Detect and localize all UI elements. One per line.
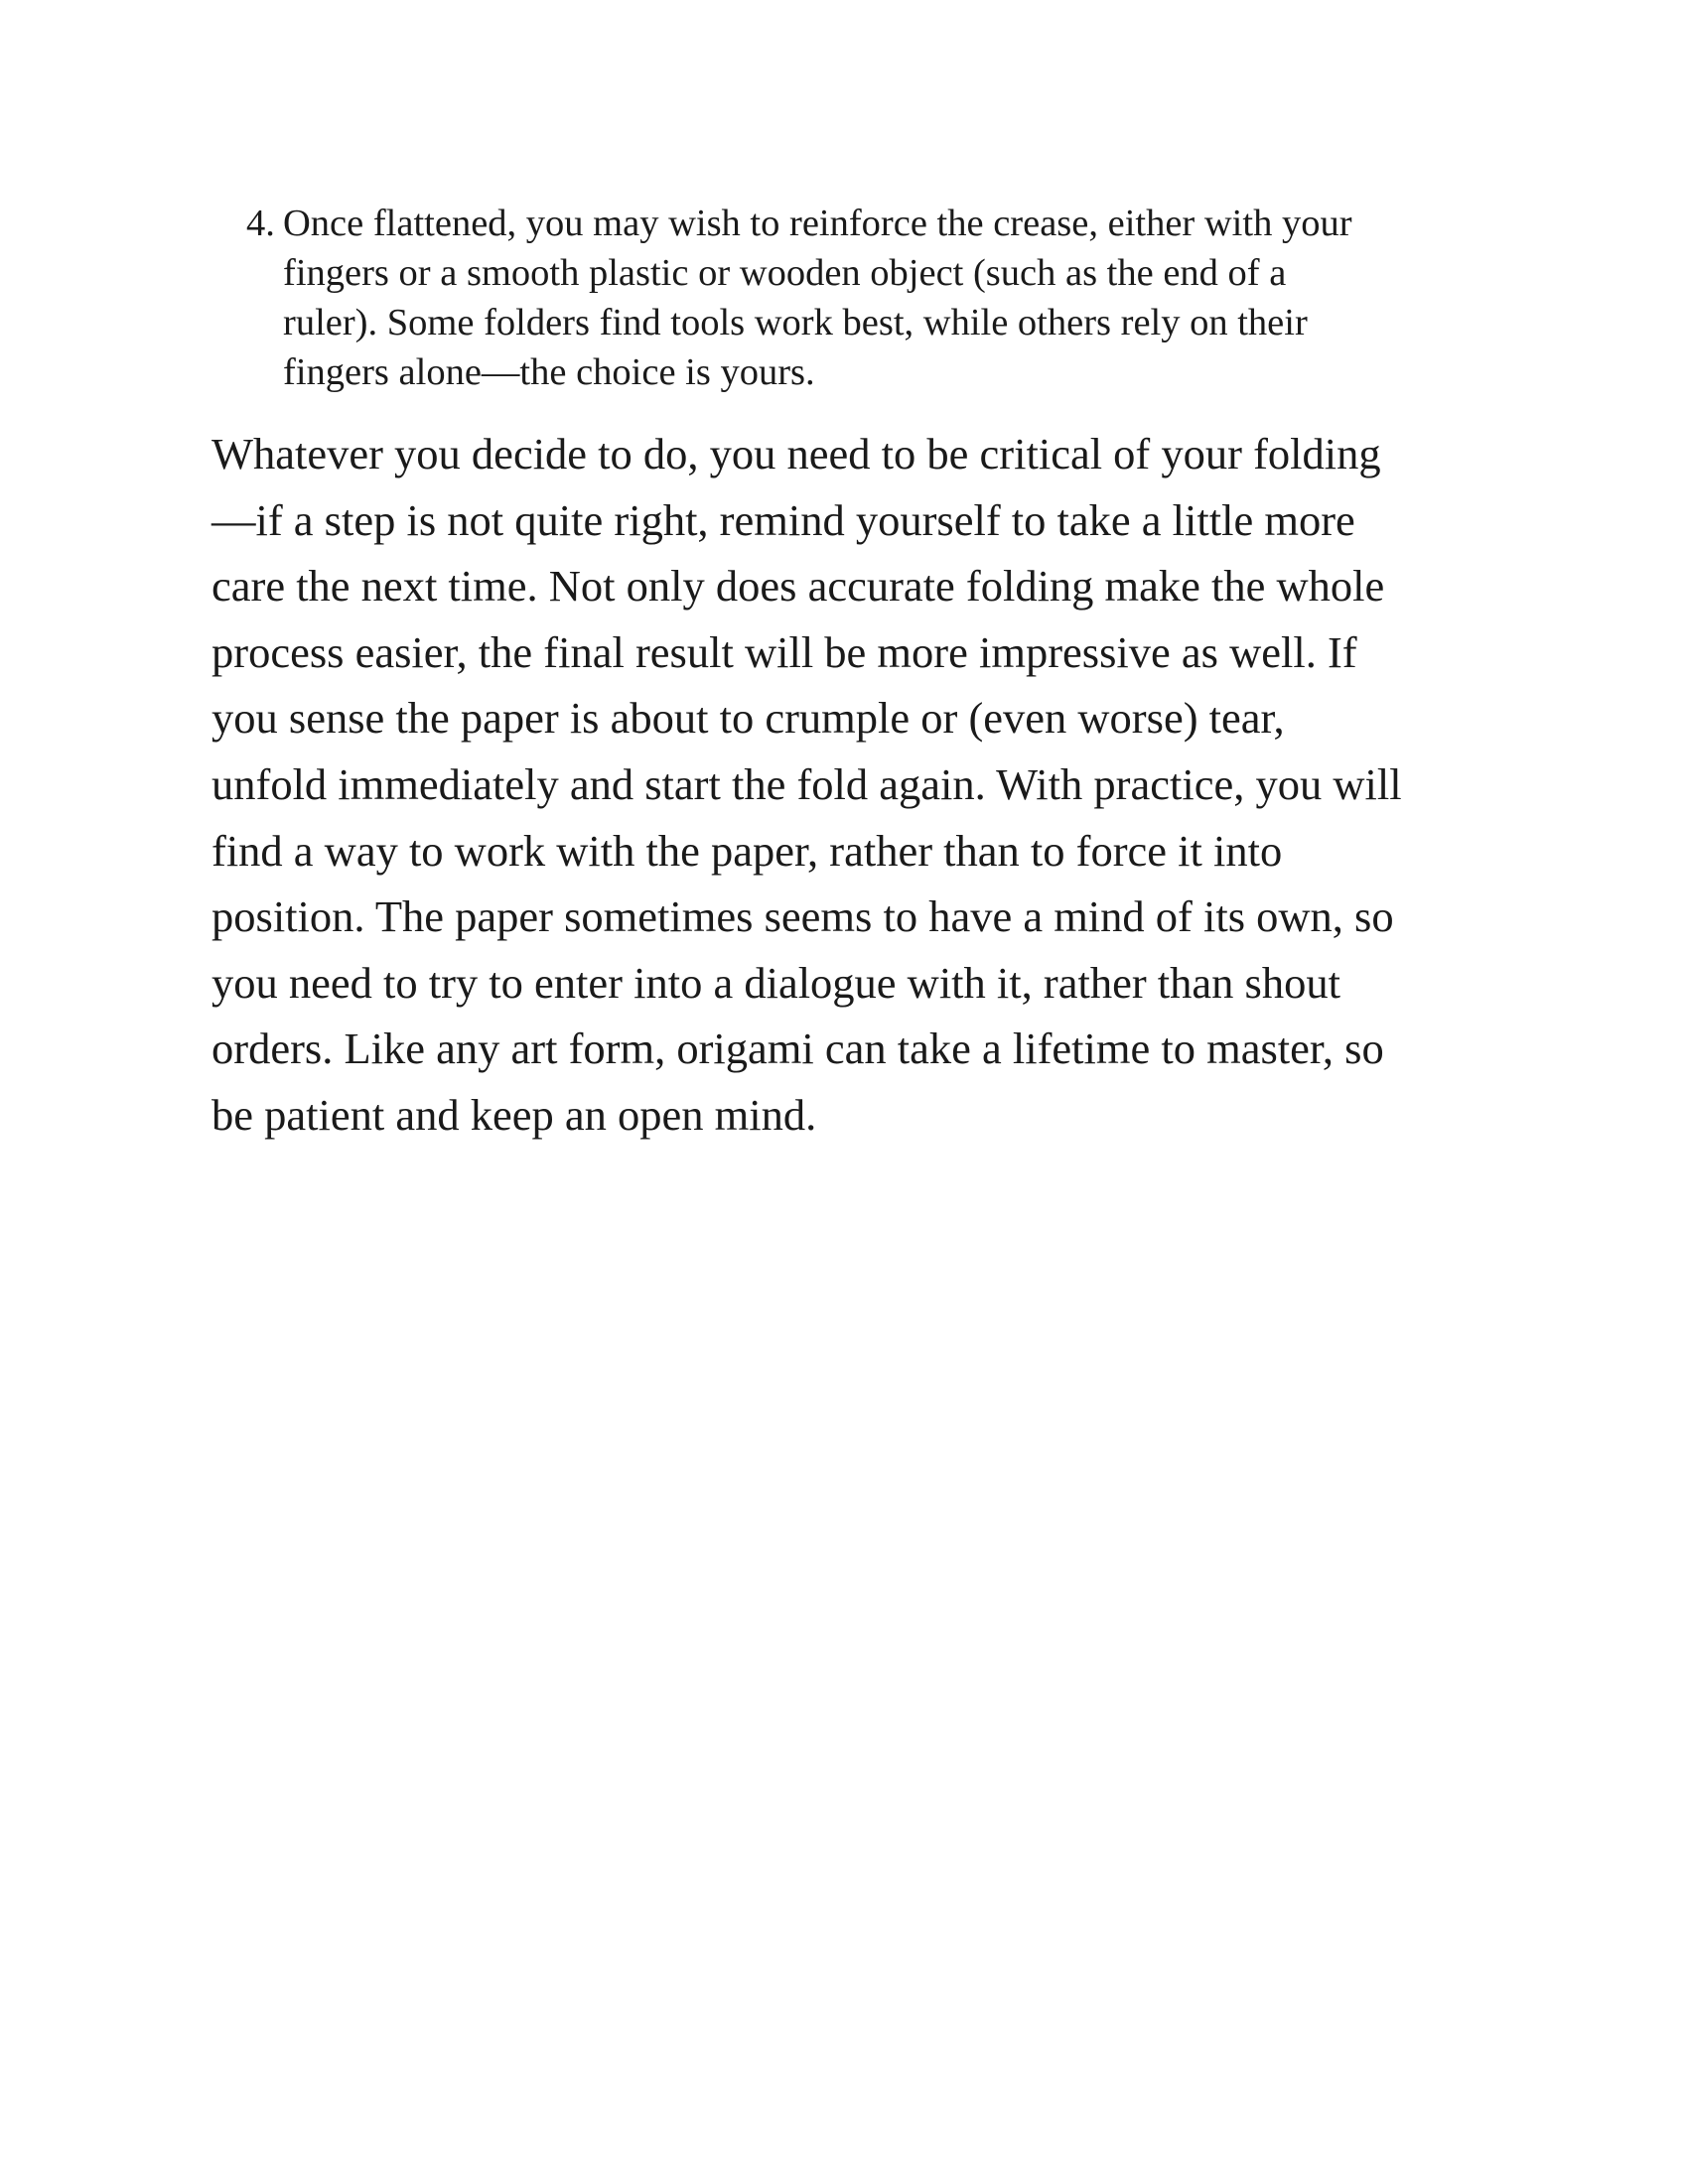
list-item-line: Once flattened, you may wish to reinforce the crease, either with your <box>283 203 1352 244</box>
list-item-number: 4. <box>246 203 275 244</box>
list-item-line: fingers alone—the choice is yours. <box>283 351 815 393</box>
list-item-line: ruler). Some folders find tools work best, while others rely on their <box>283 302 1308 343</box>
list-item-text <box>283 199 1352 397</box>
paragraph-line: orders. Like any art form, origami can take a lifetime to master, so <box>211 1024 1384 1074</box>
paragraph-line: you need to try to enter into a dialogue with it, rather than shout <box>211 957 1340 1008</box>
paragraph-line: be patient and keep an open mind. <box>211 1089 817 1140</box>
body-paragraph <box>211 421 1502 1149</box>
paragraph-line: —if a step is not quite right, remind yourself to take a little more <box>211 494 1355 545</box>
paragraph-line: process easier, the final result will be more impressive as well. If <box>211 626 1357 677</box>
paragraph-line: find a way to work with the paper, rather than to force it into <box>211 825 1283 876</box>
paragraph-line: unfold immediately and start the fold again. With practice, you will <box>211 758 1402 809</box>
paragraph-line: you sense the paper is about to crumple or (even worse) tear, <box>211 693 1285 744</box>
paragraph-line: position. The paper sometimes seems to have a mind of its own, so <box>211 891 1394 942</box>
paragraph-line: care the next time. Not only does accurate folding make the whole <box>211 561 1385 612</box>
list-item-line: fingers or a smooth plastic or wooden object (such as the end of a <box>283 252 1287 294</box>
paragraph-line: Whatever you decide to do, you need to be critical of your folding <box>211 429 1381 478</box>
